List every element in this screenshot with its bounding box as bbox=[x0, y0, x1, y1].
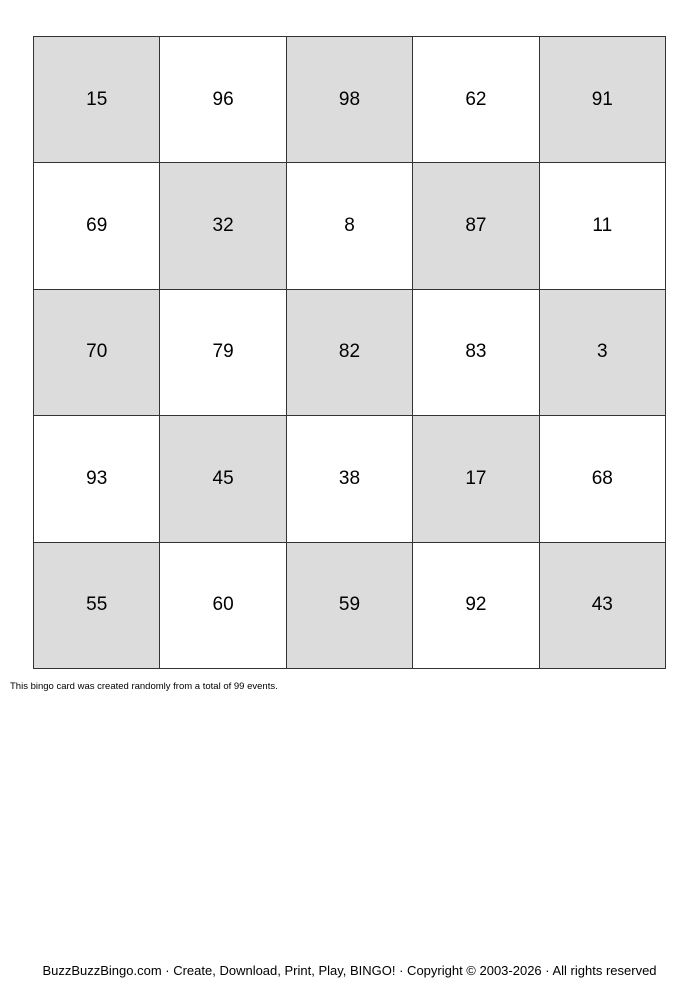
bingo-cell: 87 bbox=[413, 163, 539, 289]
bingo-cell: 11 bbox=[540, 163, 666, 289]
bingo-cell: 98 bbox=[287, 37, 413, 163]
bingo-cell: 69 bbox=[34, 163, 160, 289]
bingo-cell: 59 bbox=[287, 543, 413, 669]
bingo-cell: 83 bbox=[413, 290, 539, 416]
bingo-cell: 32 bbox=[160, 163, 286, 289]
bingo-cell: 43 bbox=[540, 543, 666, 669]
bingo-cell: 82 bbox=[287, 290, 413, 416]
bingo-cell: 3 bbox=[540, 290, 666, 416]
bingo-cell: 55 bbox=[34, 543, 160, 669]
site-footer: BuzzBuzzBingo.com · Create, Download, Print, Play, BINGO! · Copyright © 2003-2026 · All rights reserved bbox=[42, 963, 657, 978]
card-generation-note: This bingo card was created randomly from a total of 99 events. bbox=[10, 681, 278, 692]
bingo-cell: 60 bbox=[160, 543, 286, 669]
bingo-cell: 96 bbox=[160, 37, 286, 163]
bingo-cell: 45 bbox=[160, 416, 286, 542]
bingo-cell: 91 bbox=[540, 37, 666, 163]
bingo-cell: 93 bbox=[34, 416, 160, 542]
bingo-cell: 15 bbox=[34, 37, 160, 163]
bingo-cell: 17 bbox=[413, 416, 539, 542]
bingo-cell: 38 bbox=[287, 416, 413, 542]
bingo-cell: 68 bbox=[540, 416, 666, 542]
bingo-cell: 70 bbox=[34, 290, 160, 416]
bingo-cell: 92 bbox=[413, 543, 539, 669]
bingo-cell: 62 bbox=[413, 37, 539, 163]
bingo-card-grid bbox=[33, 36, 666, 669]
bingo-cell: 8 bbox=[287, 163, 413, 289]
bingo-cell: 79 bbox=[160, 290, 286, 416]
